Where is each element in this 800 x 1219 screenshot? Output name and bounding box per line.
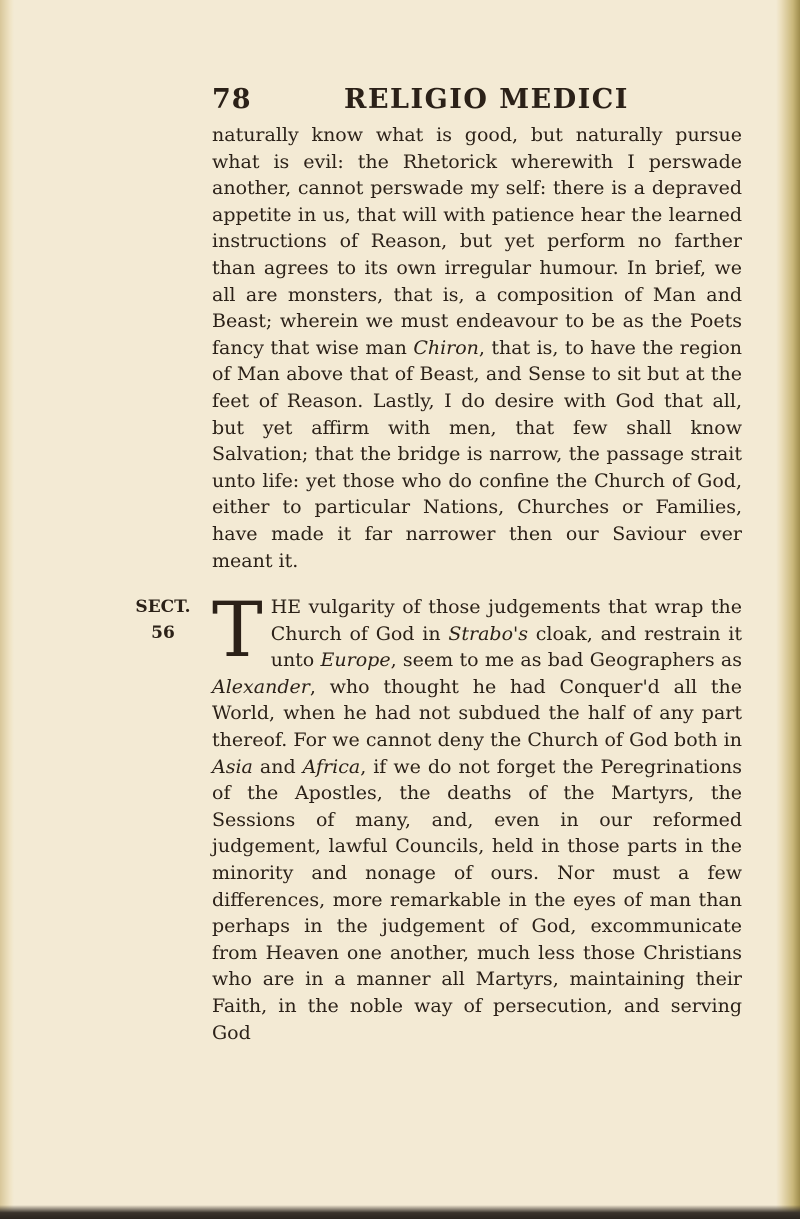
page-number: 78 [212, 84, 252, 115]
section-label [128, 594, 198, 646]
paragraph-2-text-6: , if we do not forget the Peregrinations of the Apostles, the deaths of the Martyrs, the Sessions of many, and, even in our reformed judgement, lawful Councils, held in those parts in the minority and nonage of ours. Nor must a few differences, more remarkable in the eyes of man than perhaps in the judgement of God, excommunicate from Heaven one another, much less those Christians who are in a manner all Martyrs, maintaining their Faith, in the noble way of persecution, and serving God [212, 755, 742, 1044]
paragraph-2-text-2: cloak, and restrain it unto [270, 622, 742, 672]
paragraph-2-italic-strabos: Strabo's [448, 622, 528, 645]
section-number: 56 [151, 623, 175, 643]
running-head [212, 84, 732, 118]
paragraph-2-italic-asia: Asia [212, 755, 253, 778]
paragraph-1-text: naturally know what is good, but naturally pursue what is evil: the Rhetorick wherewith I perswade another, cannot perswade my self: there is a depraved appetite in us, that will with patience hear the learned instructions of Reason, but yet perform no farther than agrees to its own irregular humour. In brief, we all are monsters, that is, a composition of Man and Beast; wherein we must endeavour to be as the Poets fancy that wise man [212, 124, 742, 359]
paragraph-2-text-3: , seem to me as bad Geographers as [390, 649, 742, 672]
paragraph-2-text-5: and [252, 755, 303, 778]
paragraph-2-text-4: , who thought he had Conquer'd all the World, when he had not subdued the half of any part thereof. For we cannot deny the Church of God both in [212, 675, 742, 751]
paragraph-1-italic-chiron: Chiron [413, 336, 479, 359]
section-label-text: SECT. [135, 597, 191, 617]
running-title: RELIGIO MEDICI [344, 84, 629, 115]
paragraph-2-italic-europe: Europe [320, 649, 391, 672]
page-edge-left [0, 0, 14, 1219]
paragraph-2-text-1: HE vulgarity of those judgements that wrap the Church of God in [270, 596, 742, 645]
page-bottom-edge [0, 1205, 800, 1219]
paragraph-1-text-2: , that is, to have the region of Man above that of Beast, and Sense to sit but at the feet of Reason. Lastly, I do desire with God that all, but yet affirm with men, that few shall know Salvation; that the bridge is narrow, the passage strait unto life: yet those who do confine the Church of God, either to particular Nations, Churches or Families, have made it far narrower then our Saviour ever meant it. [212, 336, 743, 572]
drop-cap: T [212, 585, 263, 674]
paragraph-2-italic-alexander: Alexander [212, 675, 310, 698]
paragraph-1 [212, 122, 742, 574]
paragraph-2-italic-africa: Africa [302, 755, 361, 778]
page-edge-right [776, 0, 800, 1219]
paragraph-2 [212, 585, 742, 1046]
